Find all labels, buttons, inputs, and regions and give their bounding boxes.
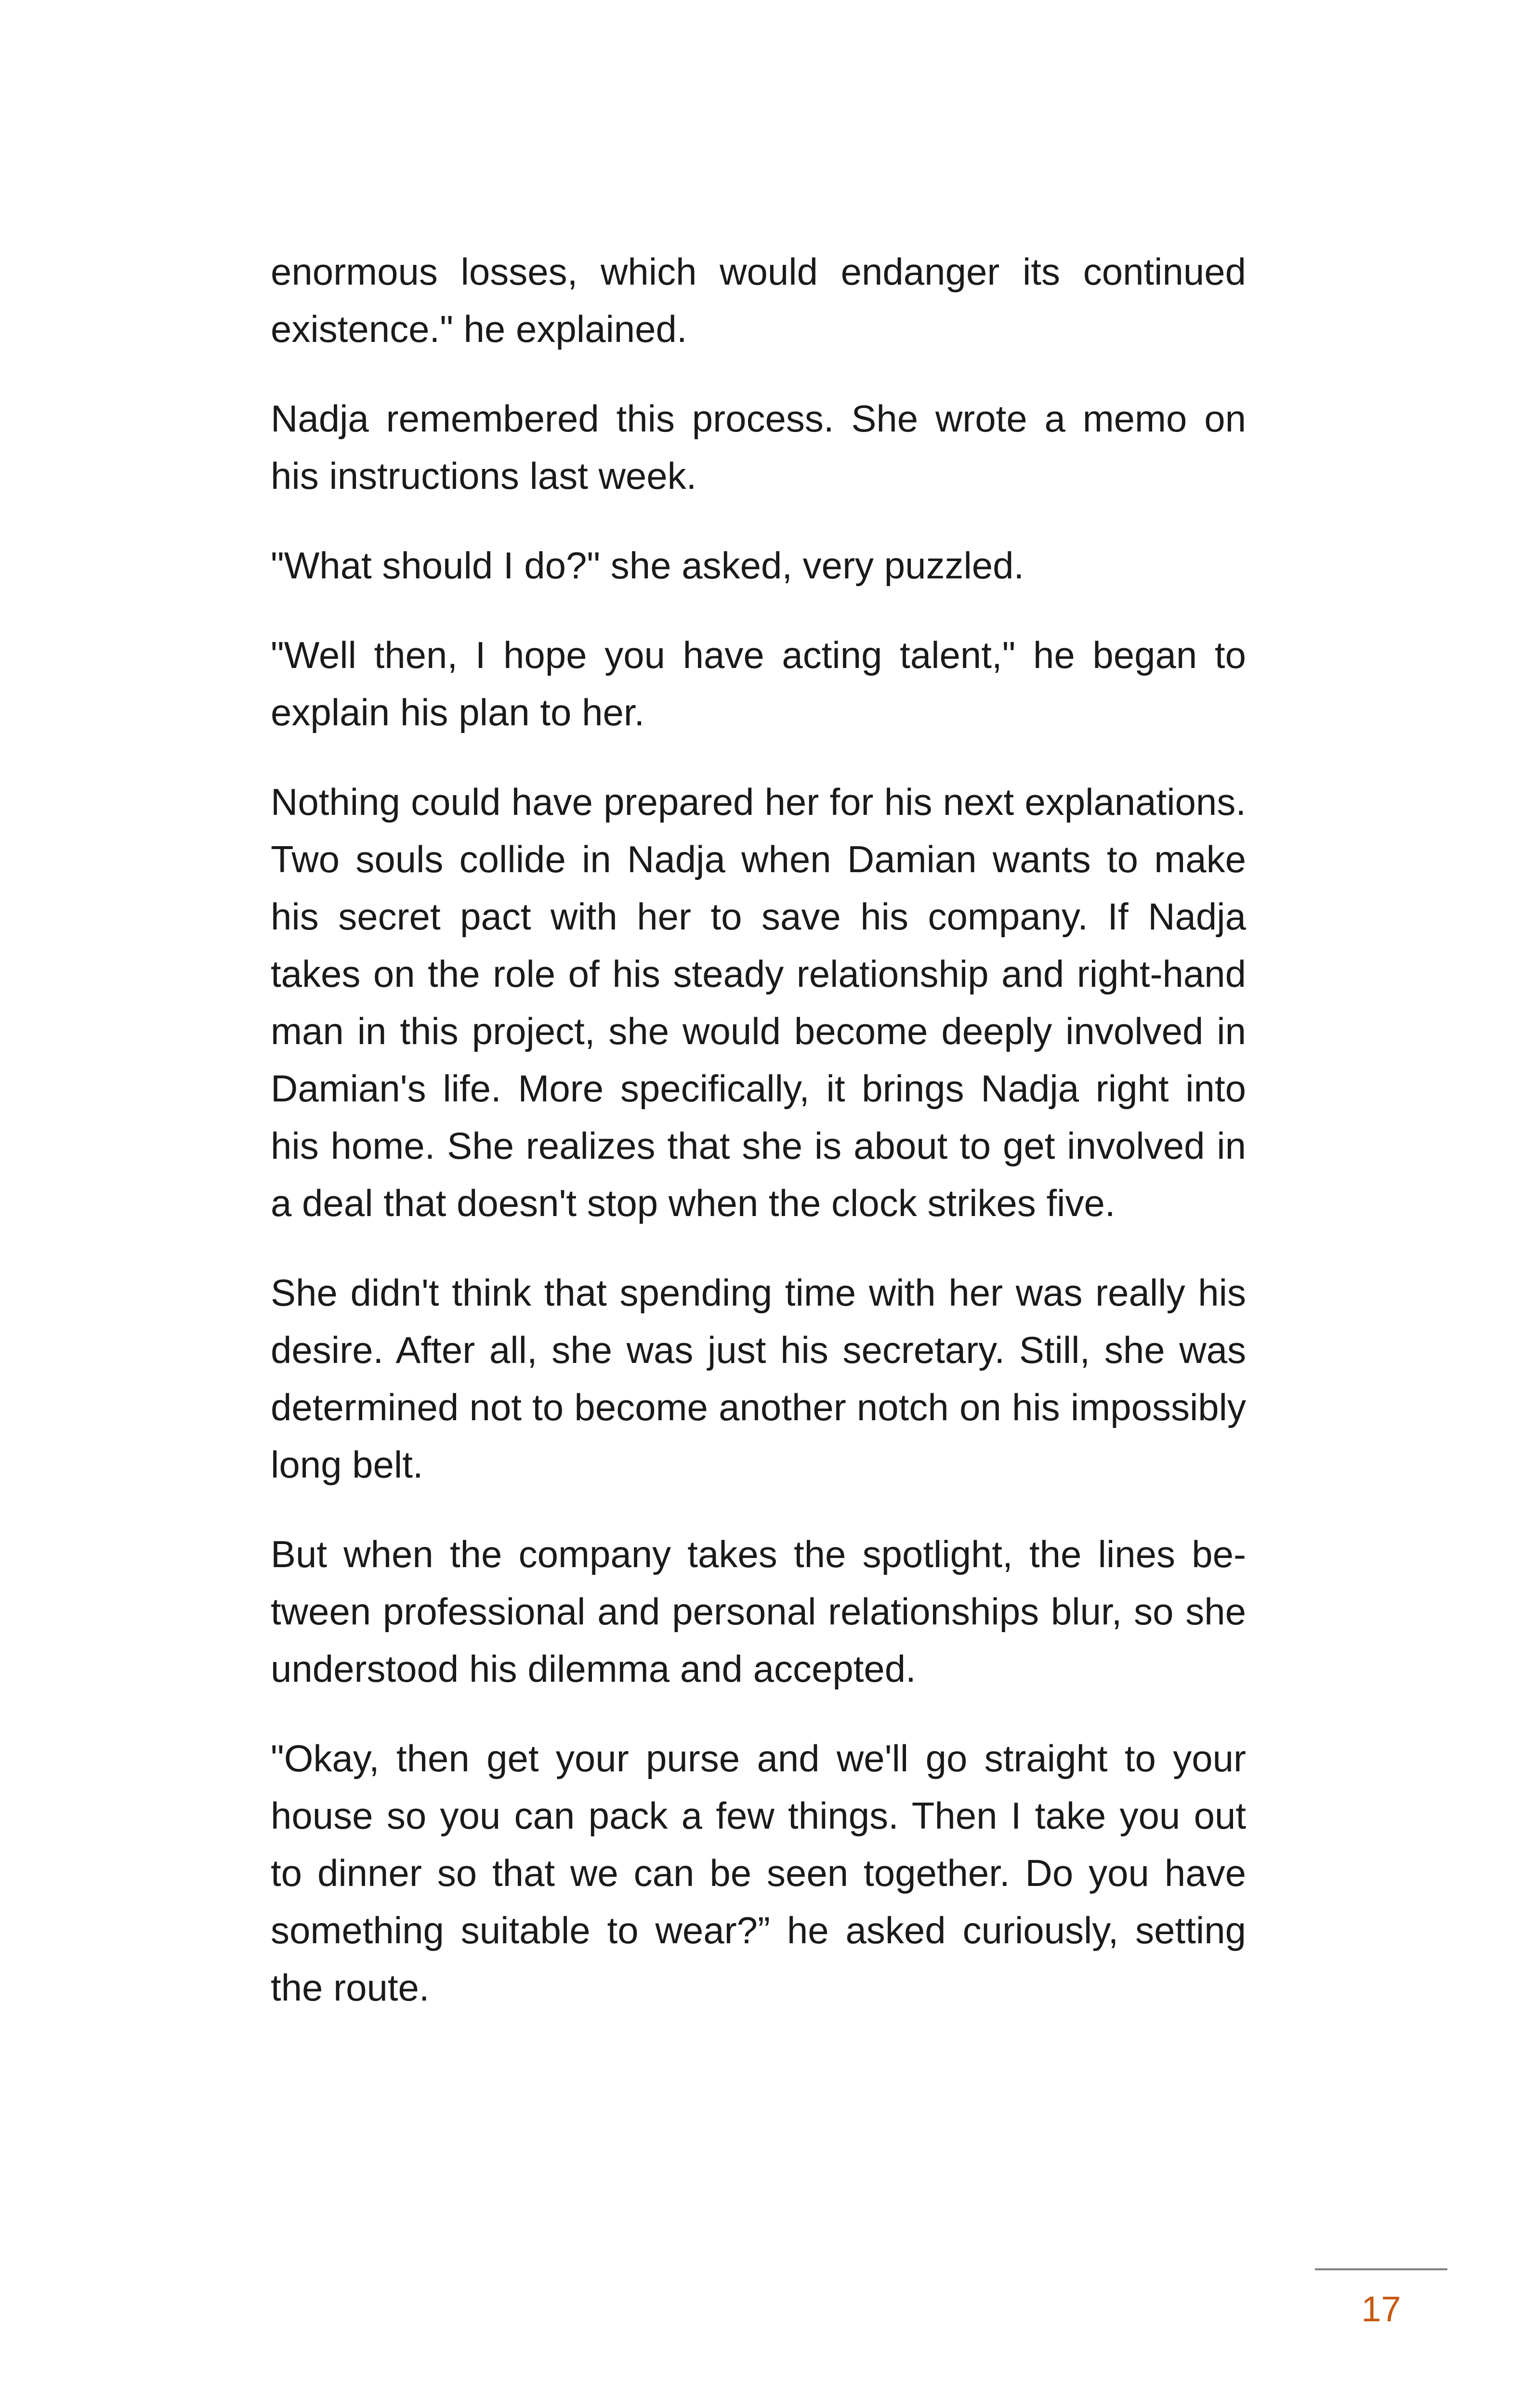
paragraph-1: enormous losses, which would endanger its continued existence." he explained. — [271, 250, 1246, 350]
paragraph-7: But when the company takes the spotlight, the lines between professional and personal relationships blur, so she understood his dilemma and accepted. — [271, 1533, 1246, 1690]
paragraph-3: "What should I do?" she asked, very puzzled. — [271, 544, 1024, 587]
paragraph-6: She didn't think that spending time with her was really his desire. After all, she was just his secretary. Still, she was determined not to become another notch on his impossibly long belt. — [271, 1271, 1246, 1486]
paragraph-4: "Well then, I hope you have acting talent," he began to explain his plan to her. — [271, 634, 1246, 733]
footer-divider — [1315, 2268, 1447, 2270]
body-text — [271, 243, 1246, 2049]
page-number: 17 — [1361, 2289, 1401, 2329]
paragraph-5: Nothing could have prepared her for his next explanations. Two souls collide in Nadja when Damian wants to make his secret pact with her to save his company. If Nadja takes on the role of his steady relationship and right-hand man in this project, she would become deeply involved in Damian's life. More specifically, it brings Nadja right into his home. She realizes that she is about to get involved in a deal that doesn't stop when the clock strikes five. — [271, 781, 1246, 1224]
paragraph-8: "Okay, then get your purse and we'll go straight to your house so you can pack a few things. Then I take you out to dinner so that we can be seen together. Do you have something suitable to wear?” he asked curiously, setting the route. — [271, 1737, 1246, 2009]
paragraph-2: Nadja remembered this process. She wrote a memo on his instructions last week. — [271, 397, 1246, 497]
